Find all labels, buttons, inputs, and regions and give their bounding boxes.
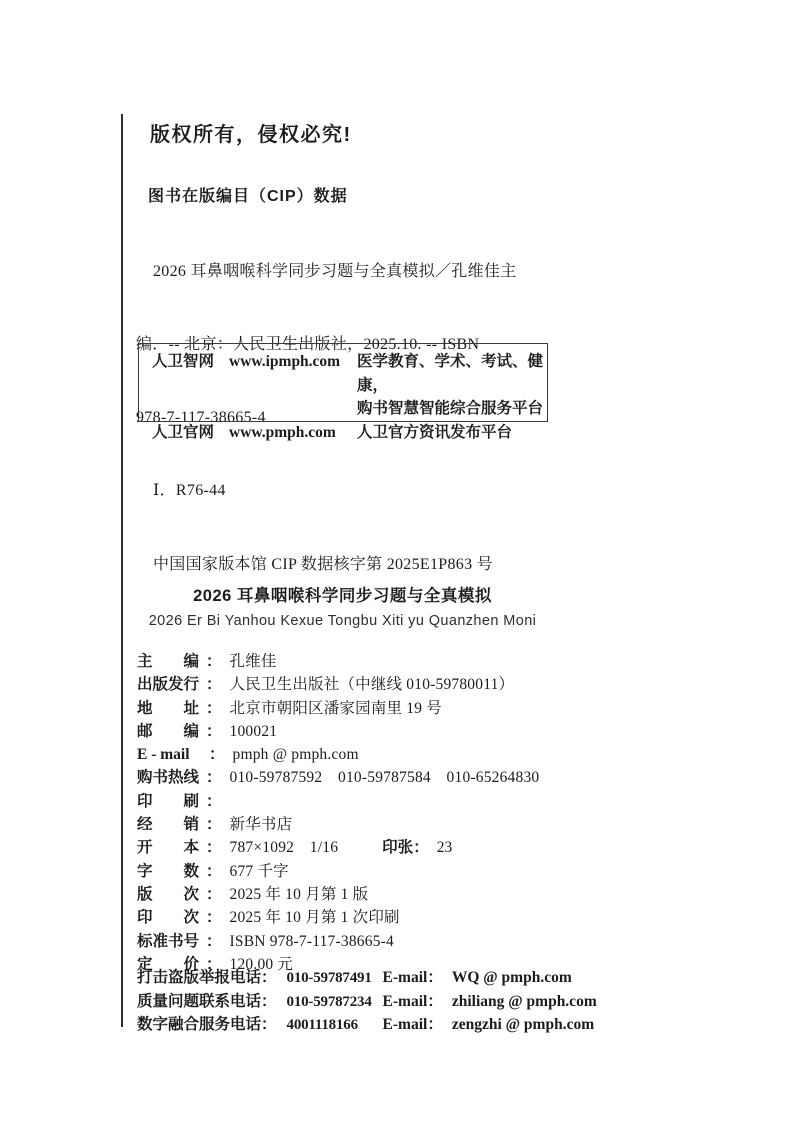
hotline-label: 数字融合服务电话 <box>137 1016 262 1033</box>
colon: ： <box>261 1016 277 1033</box>
detail-row-editor <box>137 649 607 672</box>
detail-row-printer <box>137 789 607 812</box>
platform-desc-line: 医学教育、学术、考试、健康， <box>357 353 544 394</box>
detail-row-printing <box>137 905 607 928</box>
cip-line: 中国国家版本馆 CIP 数据核字第 2025E1P863 号 <box>153 555 493 573</box>
hotline-phone: 010-59787234 <box>286 993 372 1010</box>
platform-url: www.ipmph.com <box>229 353 341 370</box>
hotline-section <box>137 965 677 1036</box>
detail-row-hotline <box>137 765 607 788</box>
detail-label: 版 次 <box>137 885 200 903</box>
detail-label: E - mail <box>137 746 190 764</box>
detail-row-publisher <box>137 672 607 695</box>
detail-row-email <box>137 742 607 765</box>
hotline-email-value: WQ @ pmph.com <box>451 969 572 986</box>
colon: ： <box>206 816 222 834</box>
detail-row-postcode <box>137 719 607 742</box>
detail-value: 100021 <box>229 722 278 740</box>
detail-value: ISBN 978-7-117-38665-4 <box>229 932 394 950</box>
detail-row-format <box>137 835 607 858</box>
detail-label: 邮 编 <box>137 722 200 740</box>
platform-name: 人卫智网 <box>152 353 215 370</box>
detail-value: 677 千字 <box>229 862 289 880</box>
colon: ： <box>206 885 222 903</box>
detail-value: pmph @ pmph.com <box>232 746 359 764</box>
detail-label: 主 编 <box>137 653 200 670</box>
colon: ： <box>427 1016 443 1033</box>
colon: ： <box>206 955 222 973</box>
platform-row <box>152 350 547 421</box>
hotline-email-value: zengzhi @ pmph.com <box>451 1016 595 1033</box>
hotline-phone: 010-59787491 <box>286 970 372 986</box>
detail-label: 出版发行 <box>137 676 200 694</box>
hotline-row-piracy <box>137 965 677 989</box>
detail-label: 定 价 <box>137 955 200 973</box>
colon: ： <box>206 932 222 950</box>
hotline-email-label: E-mail <box>382 969 428 986</box>
colon: ： <box>206 722 222 740</box>
detail-extra-value: 23 <box>436 839 453 857</box>
hotline-row-digital <box>137 1012 677 1036</box>
detail-label: 地 址 <box>137 699 200 717</box>
publication-details <box>137 649 607 975</box>
platform-desc: 人卫官方资讯发布平台 <box>357 423 513 441</box>
cip-line: 978-7-117-38665-4 <box>136 409 266 427</box>
detail-value: 2025 年 10 月第 1 次印刷 <box>229 909 400 927</box>
colon: ： <box>427 992 443 1010</box>
detail-value: 孔维佳 <box>229 653 277 670</box>
colon: ： <box>427 969 443 986</box>
detail-label: 印 刷 <box>137 792 200 810</box>
colon: ： <box>261 969 277 986</box>
hotline-email-label: E-mail <box>382 1016 428 1033</box>
colon: ： <box>206 909 222 927</box>
detail-label: 开 本 <box>137 839 200 857</box>
detail-label: 字 数 <box>137 862 200 880</box>
publisher-platform-box <box>138 343 548 441</box>
detail-value: 人民卫生出版社（中继线 010-59780011） <box>229 676 515 694</box>
colon: ： <box>206 769 222 787</box>
detail-extra-label: 印张 <box>382 839 414 857</box>
detail-label: 购书热线 <box>137 769 200 787</box>
cip-line: 编．-- 北京：人民卫生出版社，2025.10. -- ISBN <box>136 336 480 354</box>
book-title-block <box>135 582 550 629</box>
detail-label: 经 销 <box>137 816 200 834</box>
cip-heading: 图书在版编目（CIP）数据 <box>148 188 348 205</box>
cip-line: Ⅰ．R76-44 <box>153 482 226 500</box>
colon: ： <box>209 746 225 764</box>
detail-label: 标准书号 <box>137 932 200 950</box>
platform-desc <box>357 350 547 421</box>
detail-value: 787×1092 1/16 <box>229 839 339 857</box>
detail-row-address <box>137 696 607 719</box>
hotline-email-label: E-mail <box>382 992 428 1010</box>
colon: ： <box>206 653 222 670</box>
platform-url: www.pmph.com <box>229 423 336 441</box>
colon: ： <box>206 792 222 810</box>
hotline-row-quality <box>137 989 677 1013</box>
hotline-label: 打击盗版举报电话 <box>137 969 262 986</box>
colon: ： <box>261 992 277 1010</box>
page-edge-rule <box>121 114 123 1027</box>
book-title-cn: 2026 耳鼻咽喉科学同步习题与全真模拟 <box>193 587 492 605</box>
detail-label: 印 次 <box>137 909 200 927</box>
book-title-pinyin: 2026 Er Bi Yanhou Kexue Tongbu Xiti yu Quanzhen Moni <box>148 613 537 629</box>
detail-row-isbn <box>137 929 607 952</box>
hotline-email-value: zhiliang @ pmph.com <box>451 992 597 1010</box>
copyright-notice: 版权所有，侵权必究! <box>150 124 352 146</box>
detail-row-wordcount <box>137 859 607 882</box>
colon: ： <box>206 839 222 857</box>
cip-line: 2026 耳鼻咽喉科学同步习题与全真模拟／孔维佳主 <box>153 262 517 280</box>
platform-row <box>152 421 547 445</box>
detail-value: 010-59787592 010-59787584 010-65264830 <box>229 769 540 787</box>
hotline-label: 质量问题联系电话 <box>137 992 262 1010</box>
colon: ： <box>206 862 222 880</box>
platform-name: 人卫官网 <box>152 423 215 441</box>
detail-value: 2025 年 10 月第 1 版 <box>229 885 369 903</box>
colon: ： <box>413 839 429 857</box>
hotline-phone: 4001118166 <box>286 1017 358 1033</box>
detail-row-edition <box>137 882 607 905</box>
colon: ： <box>206 699 222 717</box>
detail-value: 新华书店 <box>229 816 293 834</box>
colon: ： <box>206 676 222 694</box>
detail-value: 120.00 元 <box>229 955 294 973</box>
platform-desc-line: 购书智慧智能综合服务平台 <box>357 400 544 418</box>
detail-value: 北京市朝阳区潘家园南里 19 号 <box>229 699 442 717</box>
detail-row-distributor <box>137 812 607 835</box>
